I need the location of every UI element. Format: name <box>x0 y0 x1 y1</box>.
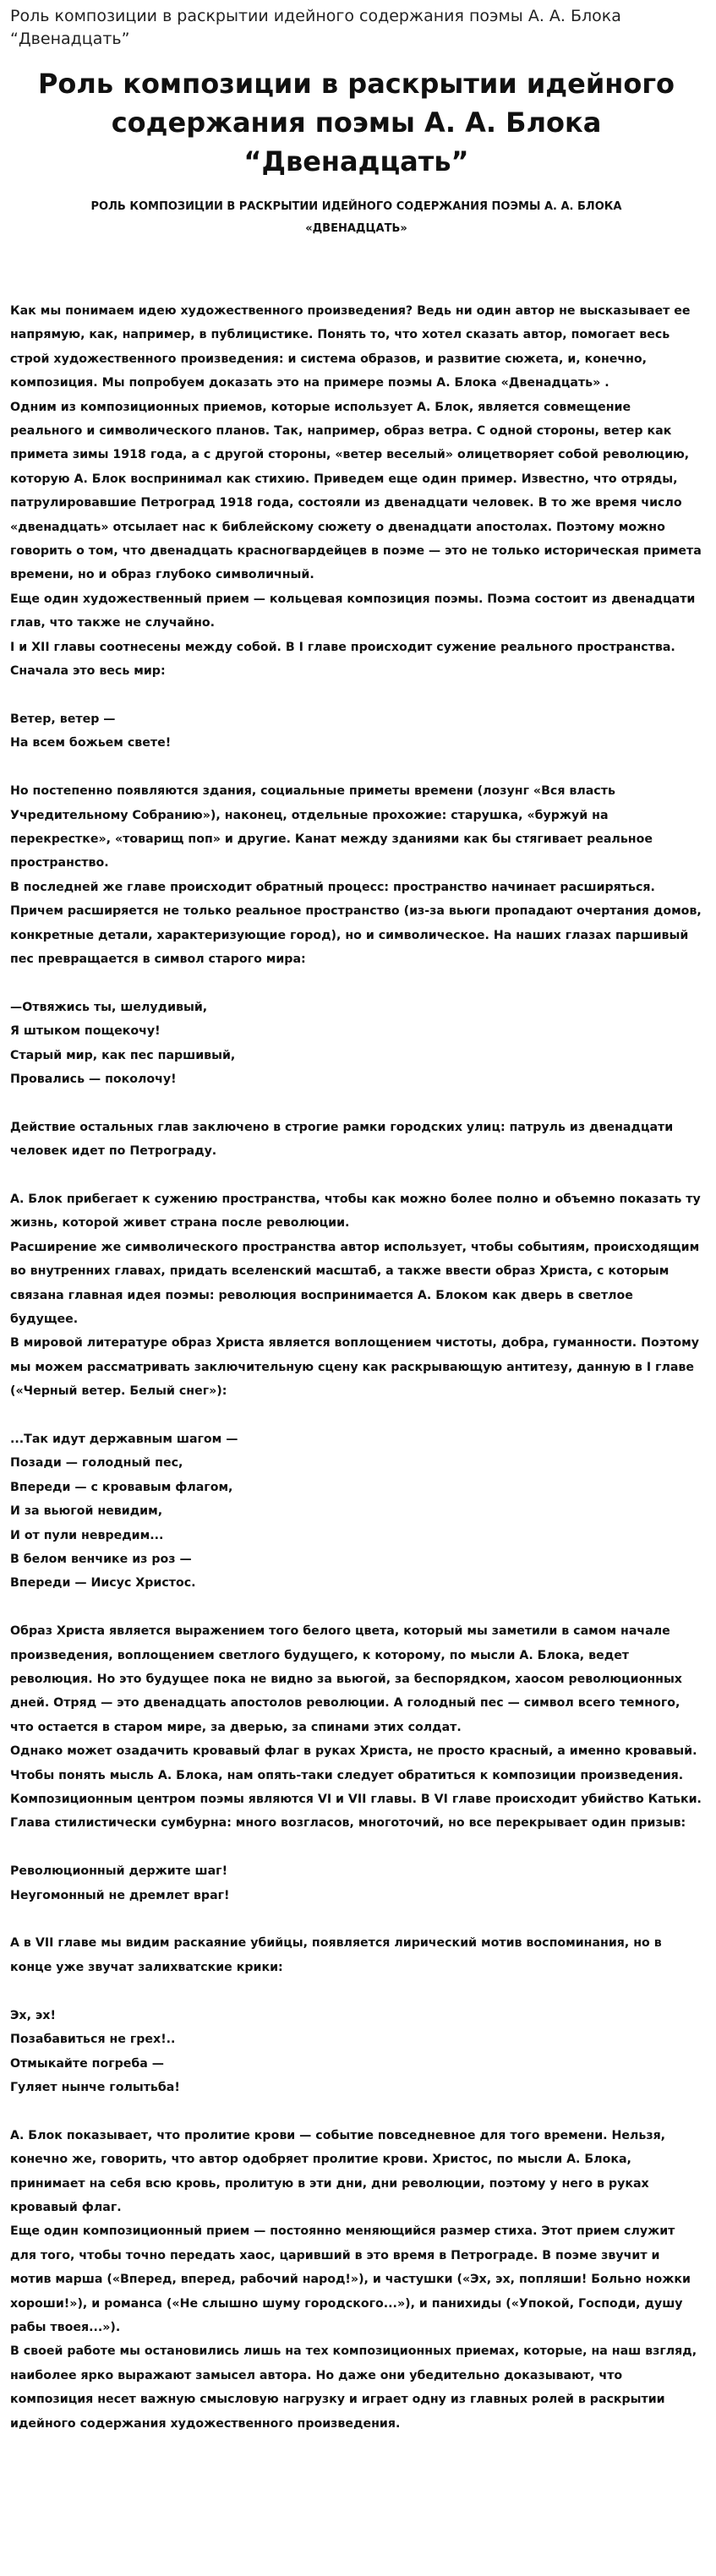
poem-line: ...Так идут державным шагом — <box>10 1433 238 1446</box>
paragraph: Одним из композиционных приемов, которые использует А. Блок, является совмещение реального и символического планов. Так, например, образ ветра. С одной стороны, ветер как примета зимы 1918 года, а с другой стороны, «ветер веселый» олицетворяет собой революцию, которую А. Блок воспринимал как стихию. Приведем еще один пример. Известно, что отряды, патрулировавшие Петроград 1918 года, состояли из двенадцати человек. В то же время число «двенадцать» отсылает нас к библейскому сюжету о двенадцати апостолах. Поэтому можно говорить о том, что двенадцать красногвардейцев в поэме — это не только историческая примета времени, но и образ глубоко символичный. <box>10 400 702 582</box>
document-header: Роль композиции в раскрытии идейного содержания поэмы А. А. Блока “Двенадцать” <box>10 7 621 48</box>
article-body <box>10 299 702 2436</box>
article-title: Роль композиции в раскрытии идейного содержания поэмы А. А. Блока “Двенадцать” <box>37 68 675 177</box>
poem-line: —Отвяжись ты, шелудивый, <box>10 1000 208 1014</box>
poem-line: Гуляет нынче голытьба! <box>10 2080 180 2094</box>
poem-line: В белом венчике из роз — <box>10 1553 192 1567</box>
poem-line: Я штыком пощекочу! <box>10 1024 161 1039</box>
paragraph: А в VII главе мы видим раскаяние убийцы, появляется лирический мотив воспоминания, но в конце уже звучат залихватские крики: <box>10 1936 662 1974</box>
article-subtitle: РОЛЬ КОМПОЗИЦИИ В РАСКРЫТИИ ИДЕЙНОГО СОДЕРЖАНИЯ ПОЭМЫ А. А. БЛОКА «ДВЕНАДЦАТЬ» <box>90 200 622 235</box>
paragraph: Действие остальных глав заключено в строгие рамки городских улиц: патруль из двенадцати человек идет по Петрограду. <box>10 1120 674 1159</box>
paragraph: А. Блок прибегает к сужению пространства, чтобы как можно более полно и объемно показать ту жизнь, которой живет страна после революции. <box>10 1192 701 1231</box>
paragraph: Образ Христа является выражением того белого цвета, который мы заметили в самом начале произведения, воплощением светлого будущего, к которому, по мысли А. Блока, ведет революция. Но это будущее пока не видно за вьюгой, за беспорядком, хаосом революционных дней. Отряд — это двенадцать апостолов революции. А голодный пес — символ всего темного, что остается в старом мире, за дверью, за спинами этих солдат. <box>10 1624 682 1734</box>
poem-line: Старый мир, как пес паршивый, <box>10 1048 236 1062</box>
poem-line: Отмыкайте погреба — <box>10 2056 164 2071</box>
paragraph: В мировой литературе образ Христа является воплощением чистоты, добра, гуманности. Поэтому мы можем рассматривать заключительную сцену как раскрывающую антитезу, данную в I главе («Черный ветер. Белый снег»): <box>10 1336 699 1399</box>
paragraph: Расширение же символического пространства автор использует, чтобы событиям, происходящим во внутренних главах, придать вселенский масштаб, а также ввести образ Христа, с которым связана главная идея поэмы: революция воспринимается А. Блоком как дверь в светлое будущее. <box>10 1240 700 1326</box>
poem-line: Ветер, ветер — <box>10 712 116 726</box>
poem-line: Неугомонный не дремлет враг! <box>10 1888 230 1902</box>
paragraph: Однако может озадачить кровавый флаг в руках Христа, не просто красный, а именно кровавый. Чтобы понять мысль А. Блока, нам опять-таки следует обратиться к композиции произведения. <box>10 1744 697 1782</box>
paragraph: А. Блок показывает, что пролитие крови — событие повседневное для того времени. Нельзя, конечно же, говорить, что автор одобряет пролитие крови. Христос, по мысли А. Блока, принимает на себя всю кровь, пролитую в эти дни, дни революции, поэтому у него в руках кровавый флаг. <box>10 2128 666 2214</box>
poem-line: Впереди — Иисус Христос. <box>10 1576 196 1591</box>
poem-line: На всем божьем свете! <box>10 736 172 750</box>
paragraph: Но постепенно появляются здания, социальные приметы времени (лозунг «Вся власть Учредительному Собранию»), наконец, отдельные прохожие: старушка, «буржуй на перекрестке», «товарищ поп» и другие. Канат между зданиями как бы стягивает реальное пространство. <box>10 784 653 870</box>
poem-line: Провались — поколочу! <box>10 1072 177 1086</box>
paragraph: Еще один художественный прием — кольцевая композиция поэмы. Поэма состоит из двенадцати глав, что также не случайно. <box>10 592 696 630</box>
poem-line: Позабавиться не грех!.. <box>10 2033 176 2047</box>
paragraph: Еще один композиционный прием — постоянно меняющийся размер стиха. Этот прием служит для того, чтобы точно передать хаос, царивший в это время в Петрограде. В поэме звучит и мотив марша («Вперед, вперед, рабочий народ!»), и частушки («Эх, эх, попляши! Больно ножки хороши!»), и романса («Не слышно шуму городского...»), и панихиды («Упокой, Господи, душу рабы твоея...»). <box>10 2224 691 2334</box>
paragraph: Композиционным центром поэмы являются VI и VII главы. В VI главе происходит убийство Катьки. Глава стилистически сумбурна: много возгласов, многоточий, но все перекрывает один призыв: <box>10 1793 702 1831</box>
poem-line: И от пули невредим... <box>10 1528 164 1542</box>
poem-line: Позади — голодный пес, <box>10 1456 183 1471</box>
poem-line: И за вьюгой невидим, <box>10 1504 163 1519</box>
paragraph: Как мы понимаем идею художественного произведения? Ведь ни один автор не высказывает ее напрямую, как, например, в публицистике. Понять то, что хотел сказать автор, помогает весь строй художественного произведения: и система образов, и развитие сюжета, и, конечно, композиция. Мы попробуем доказать это на примере поэмы А. Блока «Двенадцать» . <box>10 304 691 390</box>
poem-line: Эх, эх! <box>10 2008 56 2022</box>
poem-line: Революционный держите шаг! <box>10 1864 228 1879</box>
paragraph: В последней же главе происходит обратный процесс: пространство начинает расширяться. Причем расширяется не только реальное пространство (из-за вьюги пропадают очертания домов, конкретные детали, характеризующие город), но и символическое. На наших глазах паршивый пес превращается в символ старого мира: <box>10 880 702 966</box>
paragraph: В своей работе мы остановились лишь на тех композиционных приемах, которые, на наш взгляд, наиболее ярко выражают замысел автора. Но даже они убедительно доказывают, что композиция несет важную смысловую нагрузку и играет одну из главных ролей в раскрытии идейного содержания художественного произведения. <box>10 2344 697 2431</box>
paragraph: I и XII главы соотнесены между собой. В I главе происходит сужение реального пространства. Сначала это весь мир: <box>10 640 675 679</box>
poem-line: Впереди — с кровавым флагом, <box>10 1480 233 1494</box>
